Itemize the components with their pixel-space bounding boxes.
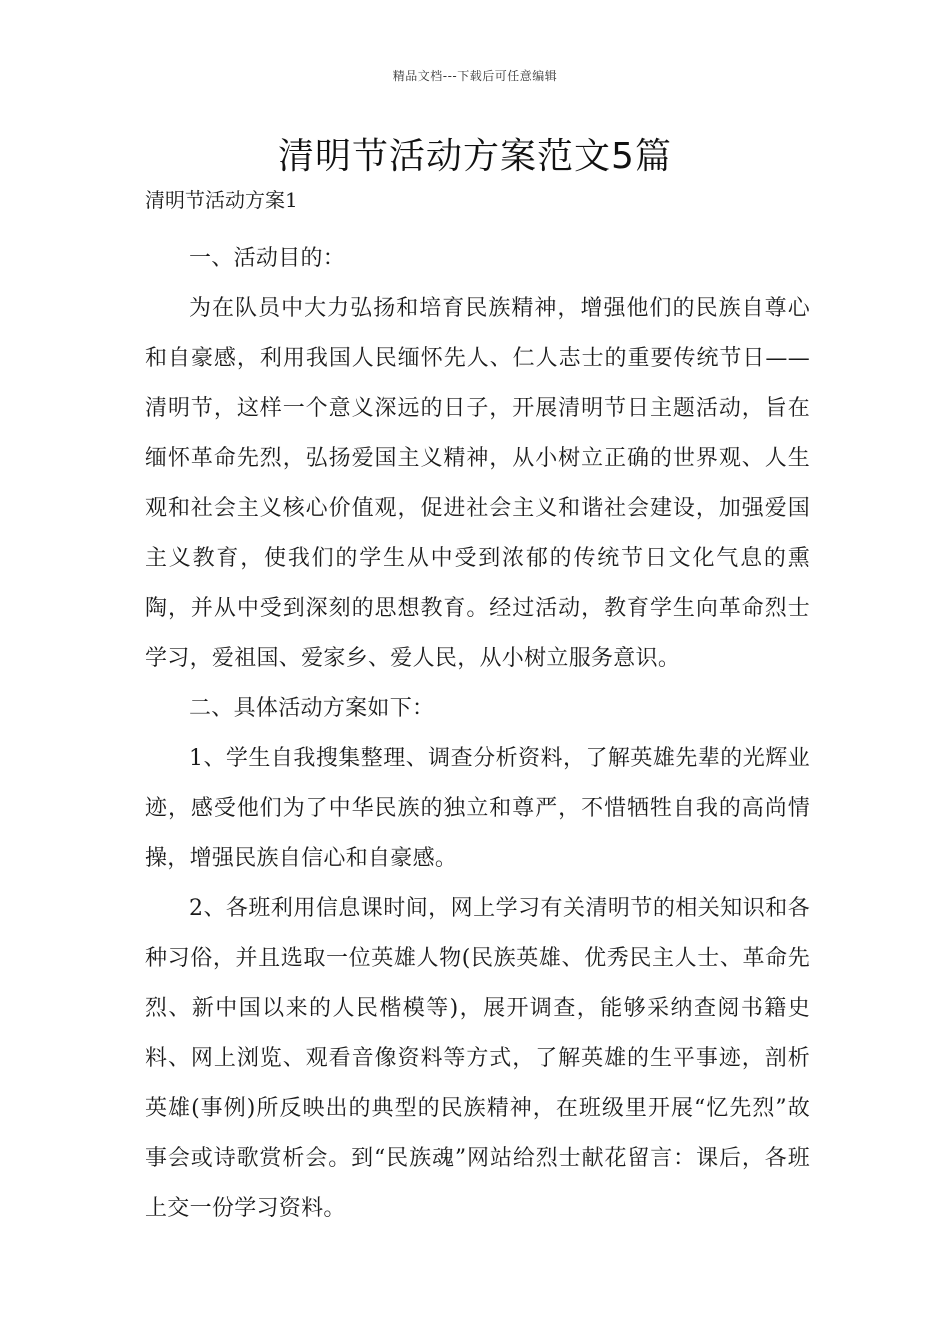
paragraph-plan-item: 1、学生自我搜集整理、调查分析资料，了解英雄先辈的光辉业迹，感受他们为了中华民族的独立和尊严，不惜牺牲自我的高尚情操，增强民族自信心和自豪感。 <box>145 746 810 871</box>
document-body <box>145 234 810 1234</box>
section-subtitle: 清明节活动方案1 <box>145 188 298 212</box>
paragraph-plan-item: 2、各班利用信息课时间，网上学习有关清明节的相关知识和各种习俗，并且选取一位英雄人物(民族英雄、优秀民主人士、革命先烈、新中国以来的人民楷模等)，展开调查，能够采纳查阅书籍史料、网上浏览、观看音像资料等方式，了解英雄的生平事迹，剖析英雄(事例)所反映出的典型的民族精神，在班级里开展“忆先烈”故事会或诗歌赏析会。到“民族魂”网站给烈士献花留言：课后，各班上交一份学习资料。 <box>145 896 810 1221</box>
paragraph-purpose: 为在队员中大力弘扬和培育民族精神，增强他们的民族自尊心和自豪感，利用我国人民缅怀先人、仁人志士的重要传统节日——清明节，这样一个意义深远的日子，开展清明节日主题活动，旨在缅怀革命先烈，弘扬爱国主义精神，从小树立正确的世界观、人生观和社会主义核心价值观，促进社会主义和谐社会建设，加强爱国主义教育，使我们的学生从中受到浓郁的传统节日文化气息的熏陶，并从中受到深刻的思想教育。经过活动，教育学生向革命烈士学习，爱祖国、爱家乡、爱人民，从小树立服务意识。 <box>145 296 810 671</box>
document-title: 清明节活动方案范文5篇 <box>278 136 672 177</box>
paragraph-section-heading: 二、具体活动方案如下： <box>189 696 435 721</box>
page-header-note: 精品文档---下载后可任意编辑 <box>392 69 558 83</box>
paragraph-section-heading: 一、活动目的： <box>189 246 346 271</box>
